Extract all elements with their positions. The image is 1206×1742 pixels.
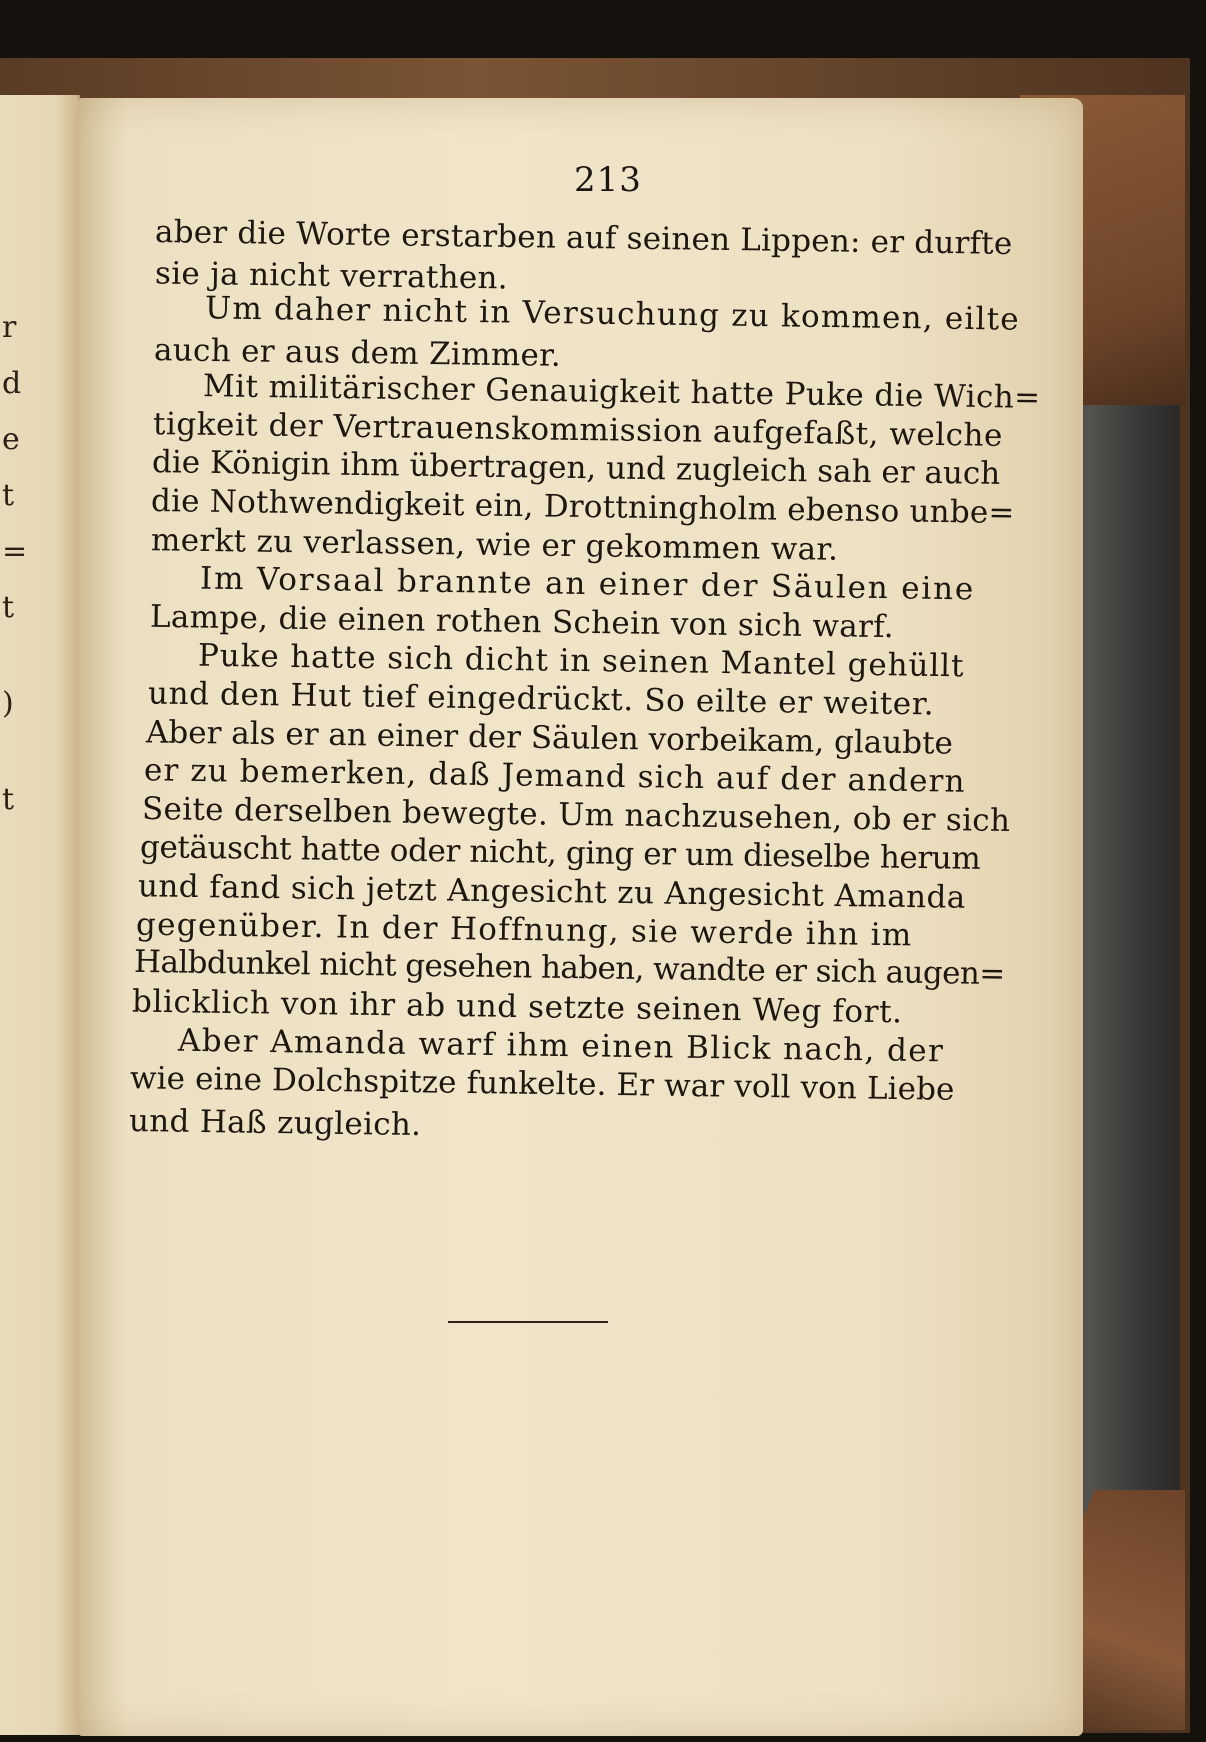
book-page — [78, 98, 1083, 1736]
text-line: getäuscht hatte oder nicht, ging er um dieselbe herum — [139, 829, 981, 877]
prev-letter: r — [2, 310, 17, 345]
previous-page-edge — [0, 95, 80, 1735]
text-line: Aber als er an einer der Säulen vorbeikam, glaubte — [145, 714, 954, 762]
prev-letter: = — [2, 534, 28, 569]
text-line: Im Vorsaal brannte an einer der Säulen eine — [199, 560, 976, 608]
text-line: tigkeit der Vertrauenskommission aufgefaßt, welche — [152, 406, 1004, 454]
text-line: aber die Worte erstarben auf seinen Lippen: er durfte — [154, 214, 1013, 262]
text-line: Seite derselben bewegte. Um nachzusehen, ob er sich — [141, 790, 1011, 840]
prev-letter: t — [2, 782, 15, 817]
text-line: die Nothwendigkeit ein, Drottningholm ebenso unbe= — [150, 482, 1015, 532]
prev-letter: ) — [2, 686, 14, 721]
previous-page-letters — [2, 310, 32, 838]
prev-letter: e — [2, 422, 20, 457]
text-line: wie eine Dolchspitze funkelte. Er war voll von Liebe — [129, 1060, 955, 1108]
text-line: die Königin ihm übertragen, und zugleich sah er auch — [151, 444, 1001, 492]
prev-letter: t — [2, 590, 15, 625]
text-line: Lampe, die einen rothen Schein von sich warf. — [149, 598, 895, 646]
section-rule — [448, 1321, 608, 1323]
text-line: und Haß zugleich. — [128, 1102, 422, 1144]
text-line: und fand sich jetzt Angesicht zu Angesicht Amanda — [137, 868, 966, 916]
text-line: merkt zu verlassen, wie er gekommen war. — [150, 522, 839, 568]
text-line: Mit militärischer Genauigkeit hatte Puke die Wich= — [202, 368, 1041, 416]
text-line: Aber Amanda warf ihm einen Blick nach, der — [177, 1022, 945, 1070]
text-line: auch er aus dem Zimmer. — [153, 332, 562, 374]
text-line: er zu bemerken, daß Jemand sich auf der andern — [143, 752, 966, 800]
text-line: und den Hut tief eingedrückt. So eilte er weiter. — [147, 675, 935, 723]
text-line: Halbdunkel nicht gesehen haben, wandte er sich augen= — [133, 943, 1005, 993]
text-line: blicklich von ihr ab und setzte seinen Weg fort. — [131, 983, 903, 1031]
text-line: sie ja nicht verrathen. — [154, 255, 509, 297]
prev-letter: d — [2, 366, 22, 401]
prev-letter: t — [2, 478, 15, 513]
text-line: gegenüber. In der Hoffnung, sie werde ihn im — [135, 906, 913, 954]
text-line: Puke hatte sich dicht in seinen Mantel gehüllt — [197, 637, 965, 685]
page-number: 213 — [574, 160, 642, 200]
text-line: Um daher nicht in Versuchung zu kommen, eilte — [204, 290, 1021, 338]
